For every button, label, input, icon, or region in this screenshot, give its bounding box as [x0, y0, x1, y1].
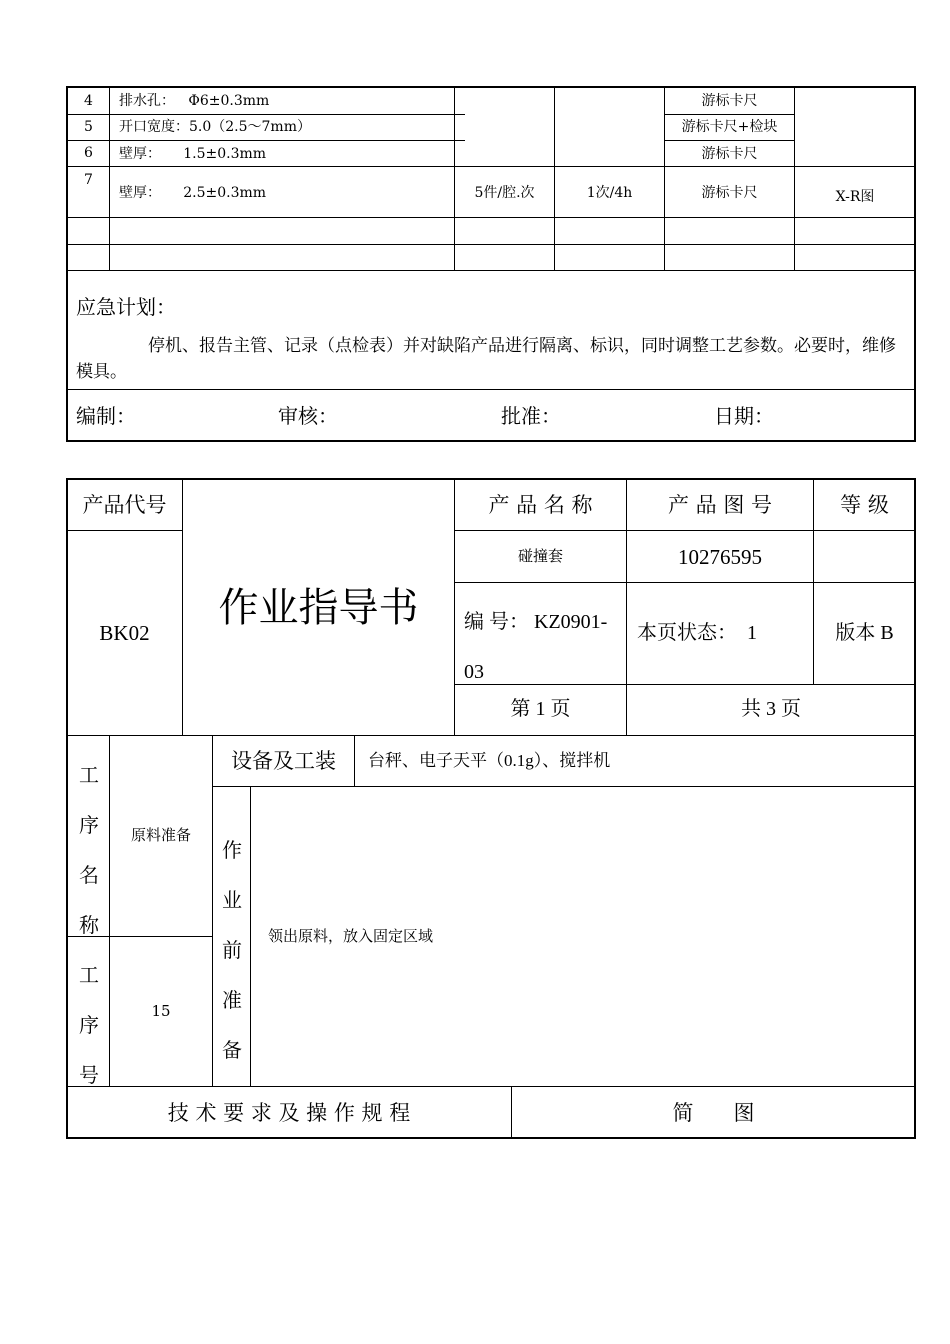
- work-instruction-table: [66, 478, 916, 1139]
- reviewed-by-label: 审核：: [278, 404, 338, 428]
- emergency-plan-title: 应急计划：: [76, 295, 176, 319]
- page-number: 第 1 页: [510, 698, 571, 720]
- total-pages: 共 3 页: [741, 698, 801, 720]
- technical-requirements-label: 技 术 要 求 及 操 作 规 程: [167, 1101, 411, 1125]
- equipment-label: 设备及工装: [231, 749, 336, 773]
- process-number: 15: [151, 1002, 171, 1020]
- product-code-label: 产品代号: [82, 493, 167, 517]
- grade-label: 等 级: [840, 493, 889, 517]
- measuring-tool: 游标卡尺: [701, 146, 758, 162]
- date-label: 日期：: [714, 404, 774, 428]
- process-name-label: 工序名称: [79, 763, 99, 937]
- measuring-tool: 游标卡尺: [701, 185, 758, 201]
- version: 版本 B: [835, 622, 894, 644]
- sample-size: 5件/腔.次: [474, 185, 535, 201]
- pre-work-preparation-label: 作业前准备: [222, 838, 242, 1062]
- page-status: 本页状态： 1: [637, 622, 757, 644]
- product-name-label: 产 品 名 称: [488, 493, 593, 517]
- prepared-by-label: 编制：: [76, 404, 136, 428]
- inspection-item: 壁厚： 1.5±0.3mm: [119, 146, 267, 162]
- document-number: 编 号： KZ0901-03: [464, 611, 608, 683]
- product-name: 碰撞套: [517, 547, 563, 565]
- inspection-item: 壁厚： 2.5±0.3mm: [119, 185, 267, 201]
- measuring-tool: 游标卡尺+检块: [681, 119, 778, 135]
- emergency-plan-text: 停机、报告主管、记录（点检表）并对缺陷产品进行隔离、标识，同时调整工艺参数。必要时，维修模具。: [76, 336, 896, 382]
- equipment-list: 台秤、电子天平（0.1g）、搅拌机: [368, 751, 611, 770]
- approved-by-label: 批准：: [501, 404, 561, 428]
- product-code: BK02: [99, 621, 150, 645]
- row-number: 7: [84, 172, 93, 188]
- inspection-item: 开口宽度：5.0（2.5～7mm）: [119, 119, 311, 135]
- row-number: 4: [84, 93, 93, 109]
- frequency: 1次/4h: [586, 185, 633, 201]
- process-name: 原料准备: [130, 826, 191, 844]
- document-title: 作业指导书: [218, 585, 419, 631]
- control-method: X-R图: [835, 189, 875, 205]
- inspection-item: 排水孔： Φ6±0.3mm: [119, 93, 270, 109]
- sketch-label: 简 图: [672, 1101, 755, 1125]
- drawing-number-label: 产 品 图 号: [667, 493, 773, 517]
- measuring-tool: 游标卡尺: [701, 93, 758, 109]
- drawing-number: 10276595: [678, 545, 762, 569]
- process-number-label: 工序号: [79, 963, 99, 1087]
- row-number: 6: [84, 145, 93, 161]
- pre-work-preparation-text: 领出原料，放入固定区域: [268, 927, 434, 945]
- row-number: 5: [84, 119, 93, 135]
